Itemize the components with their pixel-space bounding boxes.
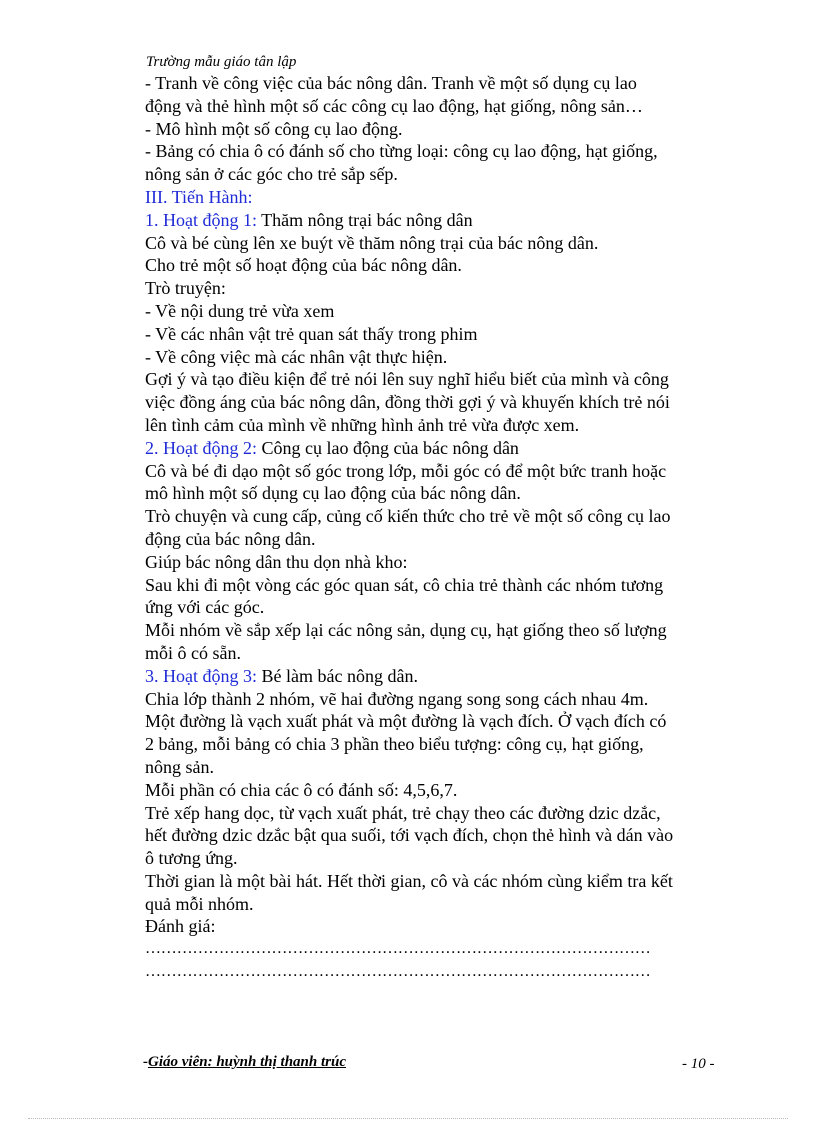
line-text: Trẻ xếp hang dọc, từ vạch xuất phát, trẻ chạy theo các đường dzic dzắc, [145, 802, 661, 823]
text-line [145, 596, 705, 619]
line-text: - Về nội dung trẻ vừa xem [145, 300, 335, 321]
line-text: Sau khi đi một vòng các góc quan sát, cô chia trẻ thành các nhóm tương [145, 574, 664, 595]
text-line [145, 482, 705, 505]
line-text: 2 bảng, mỗi bảng có chia 3 phần theo biểu tượng: công cụ, hạt giống, [145, 734, 644, 755]
text-line [145, 665, 705, 688]
text-line [145, 847, 705, 870]
line-text: Trò truyện: [145, 278, 226, 299]
text-line [145, 528, 705, 551]
text-line [145, 710, 705, 733]
line-text: ứng với các góc. [145, 597, 265, 618]
text-line [145, 870, 705, 893]
text-line [145, 277, 705, 300]
text-line [145, 756, 705, 779]
section-heading: 3. Hoạt động 3: [145, 665, 257, 686]
line-text: Đánh giá: [145, 916, 216, 937]
text-line [145, 505, 705, 528]
text-line [145, 642, 705, 665]
section-heading: 2. Hoạt động 2: [145, 437, 257, 458]
line-text: Cô và bé cùng lên xe buýt về thăm nông trại của bác nông dân. [145, 232, 599, 253]
text-line [145, 733, 705, 756]
text-line [145, 414, 705, 437]
footer-prefix: - [143, 1054, 148, 1070]
line-text: Mỗi phần có chia các ô có đánh số: 4,5,6,7. [145, 779, 458, 800]
line-text: ô tương ứng. [145, 848, 238, 869]
section-heading: 1. Hoạt động 1: [145, 209, 257, 230]
line-text: Bé làm bác nông dân. [257, 665, 418, 686]
document-body [145, 72, 705, 984]
page-bottom-divider [28, 1118, 788, 1119]
line-text: quả mỗi nhóm. [145, 893, 254, 914]
text-line [145, 460, 705, 483]
line-text: việc đồng áng của bác nông dân, đồng thời gợi ý và khuyến khích trẻ nói [145, 392, 670, 413]
page-number: - 10 - [682, 1056, 715, 1072]
line-text: hết đường dzic dzắc bật qua suối, tới vạch đích, chọn thẻ hình và dán vào [145, 825, 674, 846]
line-text: Thời gian là một bài hát. Hết thời gian, cô và các nhóm cùng kiểm tra kết [145, 870, 673, 891]
evaluation-dotted-line: …………………………………………………………………………………… [145, 940, 651, 958]
text-line [145, 574, 705, 597]
line-text: Một đường là vạch xuất phát và một đường là vạch đích. Ở vạch đích có [145, 711, 667, 732]
text-line [145, 893, 705, 916]
page-header: Trường mẫu giáo tân lập [146, 54, 297, 70]
line-text: - Tranh về công việc của bác nông dân. Tranh về một số dụng cụ lao [145, 73, 637, 93]
text-line [145, 140, 705, 163]
line-text: động và thẻ hình một số các công cụ lao động, hạt giống, nông sản… [145, 95, 643, 116]
footer-teacher-name: Giáo viên: huỳnh thị thanh trúc [148, 1054, 346, 1070]
text-line [145, 915, 705, 938]
line-text: mỗi ô có sẵn. [145, 642, 241, 663]
line-text: Công cụ lao động của bác nông dân [257, 437, 519, 458]
line-text: Cô và bé đi dạo một số góc trong lớp, mỗi góc có để một bức tranh hoặc [145, 460, 667, 481]
line-text: Thăm nông trại bác nông dân [257, 209, 473, 230]
text-line [145, 254, 705, 277]
line-text: - Bảng có chia ô có đánh số cho từng loại: công cụ lao động, hạt giống, [145, 141, 658, 162]
text-line [145, 118, 705, 141]
line-text: - Mô hình một số công cụ lao động. [145, 118, 403, 139]
text-line [145, 688, 705, 711]
line-text: Mỗi nhóm về sắp xếp lại các nông sản, dụng cụ, hạt giống theo số lượng [145, 620, 667, 641]
text-line [145, 551, 705, 574]
text-line [145, 437, 705, 460]
text-line [145, 824, 705, 847]
text-line [145, 95, 705, 118]
line-text: Cho trẻ một số hoạt động của bác nông dân. [145, 255, 462, 276]
text-line [145, 346, 705, 369]
section-heading: III. Tiến Hành: [145, 186, 253, 207]
text-line [145, 779, 705, 802]
line-text: Giúp bác nông dân thu dọn nhà kho: [145, 551, 408, 572]
line-text: Trò chuyện và cung cấp, củng cố kiến thức cho trẻ về một số công cụ lao [145, 506, 671, 527]
footer-teacher [143, 1052, 346, 1072]
line-text: Chia lớp thành 2 nhóm, vẽ hai đường ngang song song cách nhau 4m. [145, 688, 649, 709]
text-line [145, 186, 705, 209]
line-text: nông sản ở các góc cho trẻ sắp sếp. [145, 164, 398, 185]
text-line [145, 323, 705, 346]
line-text: lên tình cảm của mình về những hình ảnh trẻ vừa được xem. [145, 414, 580, 435]
line-text: Gợi ý và tạo điều kiện để trẻ nói lên suy nghĩ hiểu biết của mình và công [145, 369, 669, 390]
text-line [145, 391, 705, 414]
text-line [145, 802, 705, 825]
line-text: - Về các nhân vật trẻ quan sát thấy trong phim [145, 323, 478, 344]
line-text: mô hình một số dụng cụ lao động của bác nông dân. [145, 483, 521, 504]
text-line [145, 72, 705, 95]
line-text: động của bác nông dân. [145, 528, 316, 549]
evaluation-dotted-line: …………………………………………………………………………………… [145, 963, 651, 981]
text-line [145, 300, 705, 323]
text-line [145, 619, 705, 642]
text-line [145, 368, 705, 391]
text-line [145, 163, 705, 186]
line-text: - Về công việc mà các nhân vật thực hiện. [145, 346, 448, 367]
line-text: nông sản. [145, 756, 214, 777]
text-line [145, 209, 705, 232]
text-line [145, 232, 705, 255]
